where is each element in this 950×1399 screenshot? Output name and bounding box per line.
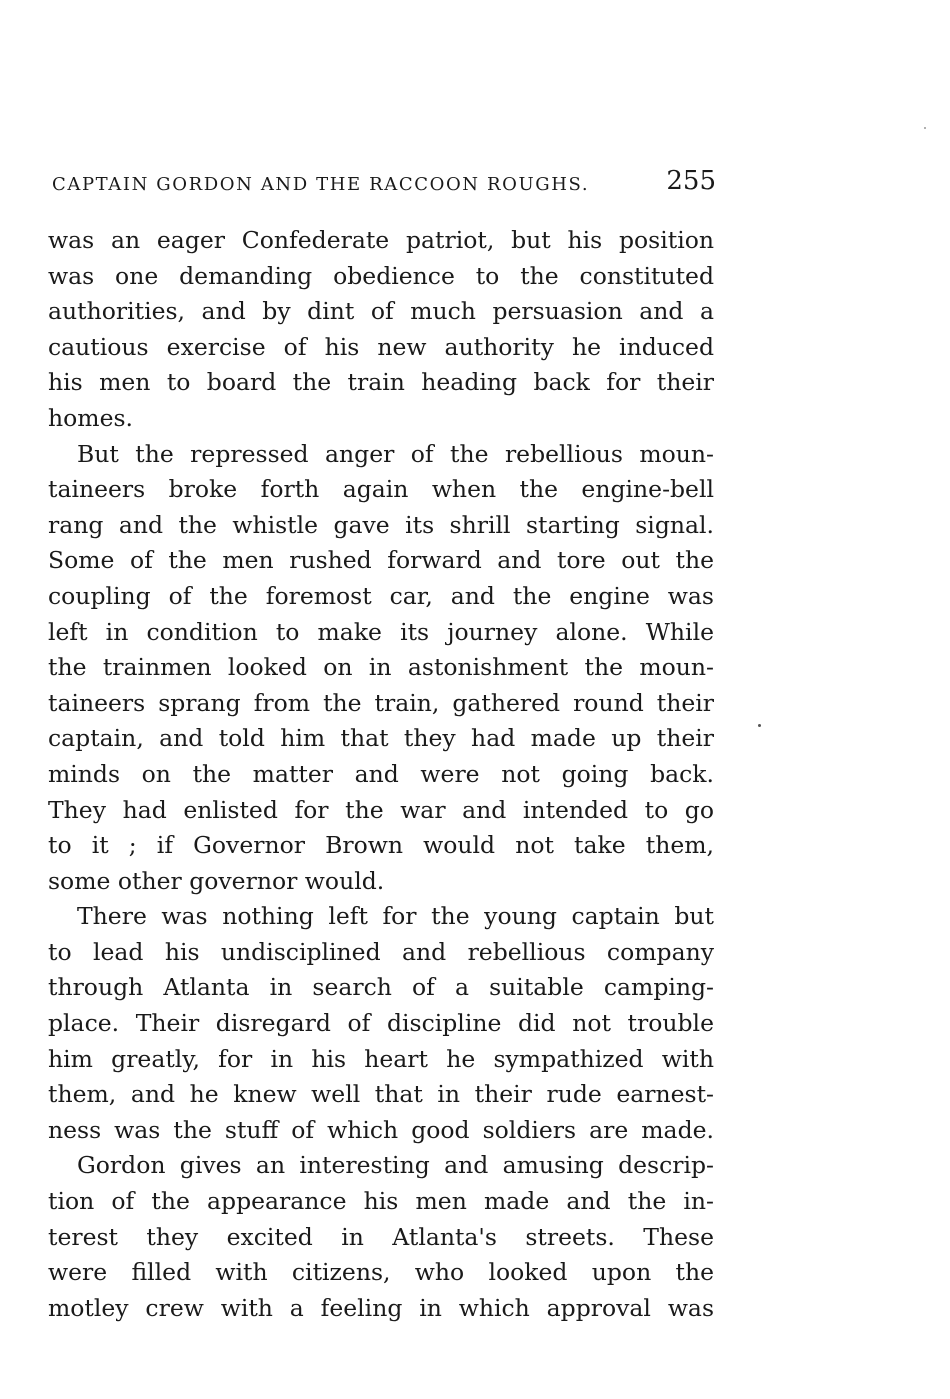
text-line: terest they excited in Atlanta's streets. These bbox=[48, 1222, 714, 1251]
text-line: motley crew with a feeling in which approval was bbox=[48, 1293, 714, 1322]
text-line: ness was the stuff of which good soldiers are made. bbox=[48, 1115, 714, 1144]
text-line: But the repressed anger of the rebellious moun- bbox=[77, 439, 714, 468]
text-line: tion of the appearance his men made and the in- bbox=[48, 1187, 714, 1216]
text-line: to lead his undisciplined and rebellious company bbox=[48, 937, 714, 966]
paragraph bbox=[48, 899, 714, 1148]
scan-speck bbox=[924, 127, 926, 129]
text-line: minds on the matter and were not going back. bbox=[48, 759, 714, 788]
text-line: taineers sprang from the train, gathered round their bbox=[48, 688, 714, 717]
text-line: his men to board the train heading back for their bbox=[48, 368, 714, 397]
text-line: rang and the whistle gave its shrill starting signal. bbox=[48, 510, 714, 539]
scan-speck bbox=[758, 724, 761, 727]
text-line: authorities, and by dint of much persuasion and a bbox=[48, 297, 714, 326]
page-number: 255 bbox=[666, 166, 716, 196]
text-line: coupling of the foremost car, and the engine was bbox=[48, 581, 714, 610]
text-line: cautious exercise of his new authority he induced bbox=[48, 332, 714, 361]
text-line: was an eager Confederate patriot, but his position bbox=[48, 226, 714, 254]
text-line: place. Their disregard of discipline did not trouble bbox=[48, 1009, 714, 1038]
text-line: Gordon gives an interesting and amusing descrip- bbox=[77, 1151, 714, 1180]
text-line: left in condition to make its journey alone. While bbox=[48, 617, 714, 646]
body-text bbox=[48, 223, 714, 1326]
text-line: them, and he knew well that in their rude earnest- bbox=[48, 1080, 714, 1109]
text-line: taineers broke forth again when the engine-bell bbox=[48, 475, 714, 504]
text-line: homes. bbox=[48, 403, 134, 432]
text-line: was one demanding obedience to the constituted bbox=[48, 261, 714, 290]
running-head bbox=[52, 166, 716, 202]
text-line: through Atlanta in search of a suitable camping- bbox=[48, 973, 714, 1002]
text-line: to it ; if Governor Brown would not take them, bbox=[48, 831, 714, 860]
text-line: the trainmen looked on in astonishment the moun- bbox=[48, 653, 714, 682]
paragraph bbox=[48, 437, 714, 900]
text-line: captain, and told him that they had made up their bbox=[48, 724, 714, 753]
text-line: some other governor would. bbox=[48, 866, 385, 895]
text-line: Some of the men rushed forward and tore out the bbox=[48, 546, 714, 575]
running-title: CAPTAIN GORDON AND THE RACCOON ROUGHS. bbox=[52, 174, 590, 195]
text-line: They had enlisted for the war and intended to go bbox=[48, 795, 714, 824]
text-line: him greatly, for in his heart he sympathized with bbox=[48, 1044, 714, 1073]
text-line: were filled with citizens, who looked upon the bbox=[48, 1258, 714, 1287]
text-line: There was nothing left for the young captain but bbox=[77, 902, 714, 931]
paragraph bbox=[48, 1148, 714, 1326]
paragraph bbox=[48, 223, 714, 437]
